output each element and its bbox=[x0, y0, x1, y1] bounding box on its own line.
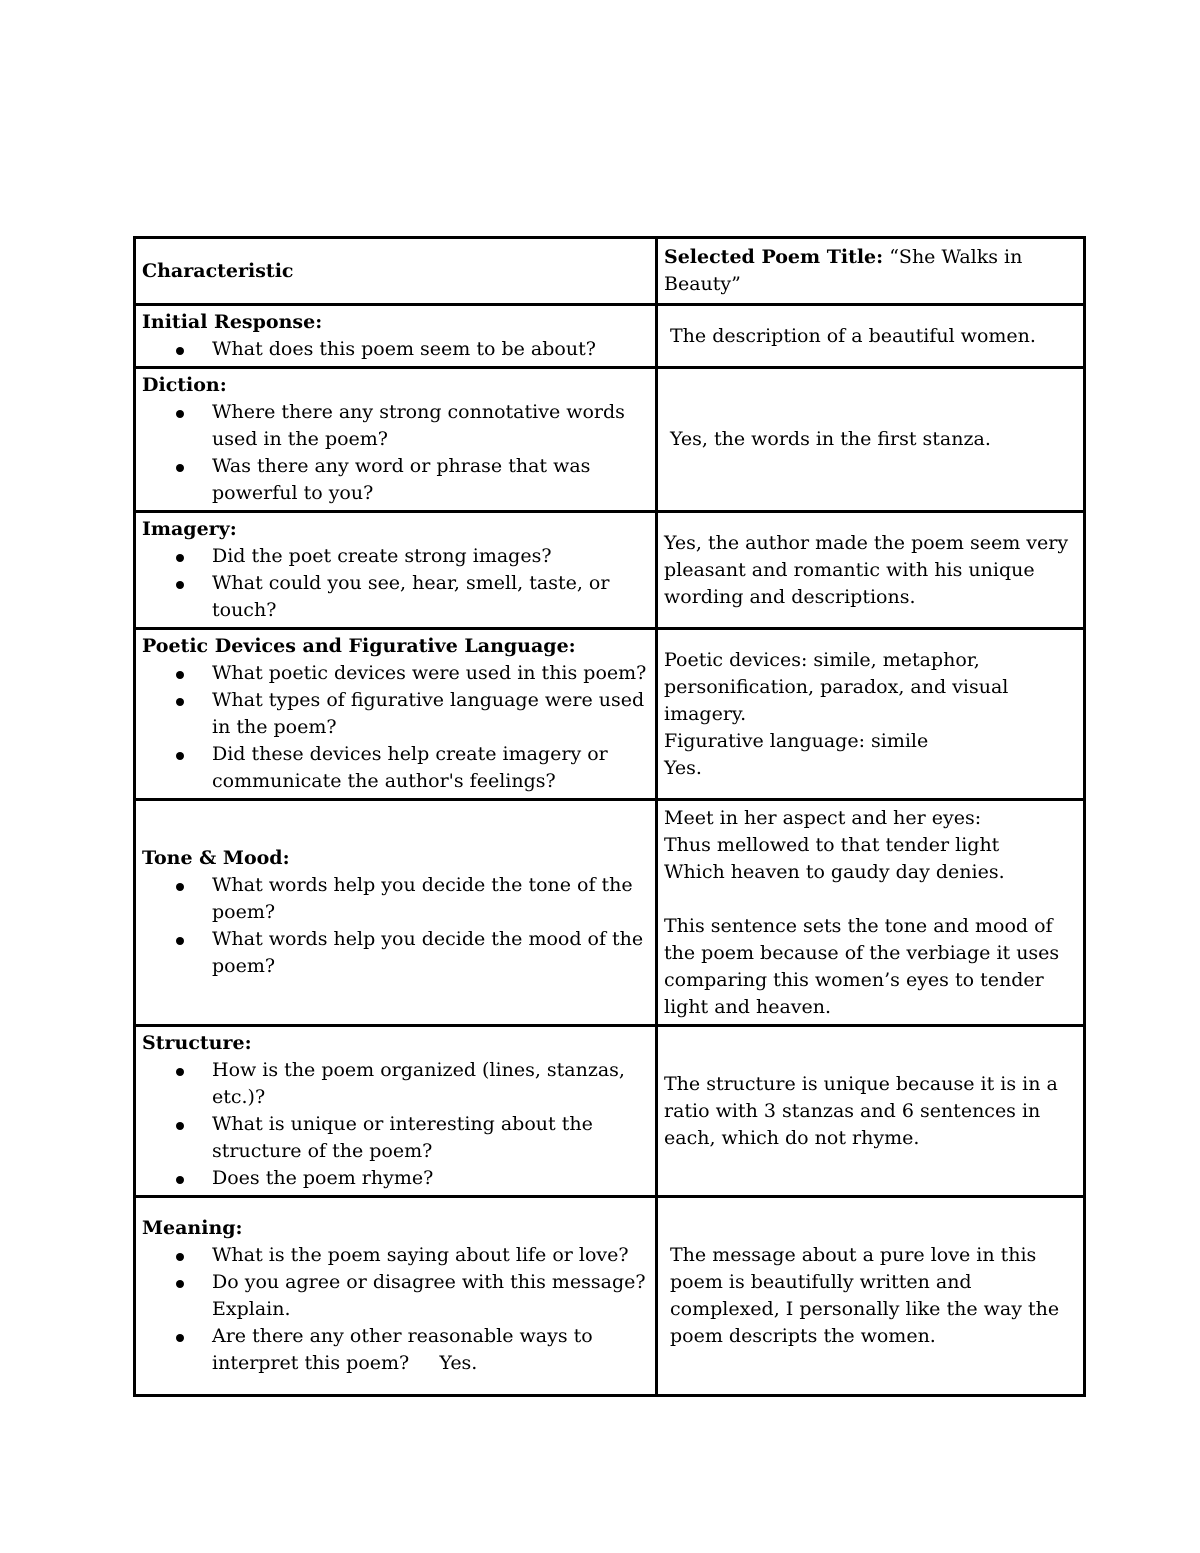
question-item: What types of figurative language were used in the poem? bbox=[212, 687, 649, 741]
question-list bbox=[142, 660, 649, 795]
question-item: Was there any word or phrase that was powerful to you? bbox=[212, 453, 649, 507]
table-row bbox=[135, 1026, 1085, 1197]
poem-title-label: Selected Poem Title: bbox=[664, 246, 884, 268]
characteristic-cell bbox=[135, 512, 657, 629]
answer-text: Thus mellowed to that tender light bbox=[664, 833, 1000, 856]
characteristic-label: Characteristic bbox=[142, 259, 294, 282]
answer-text: Yes. bbox=[664, 756, 702, 779]
question-list bbox=[142, 872, 649, 980]
answer-text: Poetic devices: simile, metaphor, personification, paradox, and visual imagery. bbox=[664, 648, 1009, 725]
question-item: Do you agree or disagree with this message? Explain. bbox=[212, 1269, 649, 1323]
question-item: What words help you decide the mood of the poem? bbox=[212, 926, 649, 980]
answer-spacer bbox=[664, 886, 1077, 913]
question-item: Did the poet create strong images? bbox=[212, 543, 649, 570]
table-row bbox=[135, 512, 1085, 629]
question-item: Are there any other reasonable ways to interpret this poem? Yes. bbox=[212, 1323, 649, 1377]
table-row bbox=[135, 629, 1085, 800]
question-list bbox=[142, 543, 649, 624]
question-item: What poetic devices were used in this poem? bbox=[212, 660, 649, 687]
answer-text: Meet in her aspect and her eyes: bbox=[664, 806, 982, 829]
row-title: Meaning: bbox=[142, 1217, 243, 1239]
answer-cell bbox=[657, 1197, 1085, 1396]
characteristic-cell bbox=[135, 1026, 657, 1197]
table-row bbox=[135, 1197, 1085, 1396]
table-row bbox=[135, 305, 1085, 368]
characteristic-cell bbox=[135, 305, 657, 368]
table-row bbox=[135, 800, 1085, 1026]
answer-text: The message about a pure love in this poem is beautifully written and complexed, I personally like the way the poem descripts the women. bbox=[670, 1244, 1060, 1347]
answer-cell bbox=[657, 512, 1085, 629]
table-row bbox=[135, 368, 1085, 512]
characteristic-header-cell bbox=[135, 238, 657, 305]
answer-text: Yes, the author made the poem seem very pleasant and romantic with his unique wording and descriptions. bbox=[664, 531, 1069, 608]
answer-text: The description of a beautiful women. bbox=[670, 324, 1036, 347]
row-title: Structure: bbox=[142, 1032, 252, 1054]
question-item: Where there any strong connotative words used in the poem? bbox=[212, 399, 649, 453]
question-item: Did these devices help create imagery or communicate the author's feelings? bbox=[212, 741, 649, 795]
question-item: How is the poem organized (lines, stanzas, etc.)? bbox=[212, 1057, 649, 1111]
question-list bbox=[142, 1242, 649, 1377]
characteristic-cell bbox=[135, 800, 657, 1026]
answer-text: Yes, the words in the first stanza. bbox=[670, 428, 991, 450]
question-item: What words help you decide the tone of the poem? bbox=[212, 872, 649, 926]
row-title: Tone & Mood: bbox=[142, 847, 290, 869]
characteristic-cell bbox=[135, 1197, 657, 1396]
answer-cell bbox=[657, 629, 1085, 800]
question-item: What is the poem saying about life or love? bbox=[212, 1242, 649, 1269]
question-list bbox=[142, 399, 649, 507]
answer-cell bbox=[657, 1026, 1085, 1197]
answer-cell bbox=[657, 368, 1085, 512]
question-list bbox=[142, 336, 649, 363]
poem-title-header-cell bbox=[657, 238, 1085, 305]
question-item: Does the poem rhyme? bbox=[212, 1165, 649, 1192]
characteristic-cell bbox=[135, 629, 657, 800]
answer-cell bbox=[657, 800, 1085, 1026]
question-item: What could you see, hear, smell, taste, or touch? bbox=[212, 570, 649, 624]
answer-text: This sentence sets the tone and mood of the poem because of the verbiage it uses comparing this women’s eyes to tender light and heaven. bbox=[664, 914, 1060, 1018]
row-title: Poetic Devices and Figurative Language: bbox=[142, 635, 576, 657]
question-item: What is unique or interesting about the structure of the poem? bbox=[212, 1111, 649, 1165]
row-title: Diction: bbox=[142, 374, 227, 396]
answer-text: Which heaven to gaudy day denies. bbox=[664, 860, 1005, 883]
answer-cell bbox=[657, 305, 1085, 368]
row-title: Initial Response: bbox=[142, 311, 323, 333]
row-title: Imagery: bbox=[142, 518, 237, 540]
poem-analysis-table bbox=[133, 236, 1086, 1397]
question-item: What does this poem seem to be about? bbox=[212, 336, 649, 363]
characteristic-cell bbox=[135, 368, 657, 512]
question-list bbox=[142, 1057, 649, 1192]
answer-text: The structure is unique because it is in a ratio with 3 stanzas and 6 sentences in each, which do not rhyme. bbox=[664, 1072, 1058, 1149]
table-header-row bbox=[135, 238, 1085, 305]
poem-title-value: “She Walks in Beauty” bbox=[664, 246, 1023, 295]
answer-text: Figurative language: simile bbox=[664, 729, 929, 752]
